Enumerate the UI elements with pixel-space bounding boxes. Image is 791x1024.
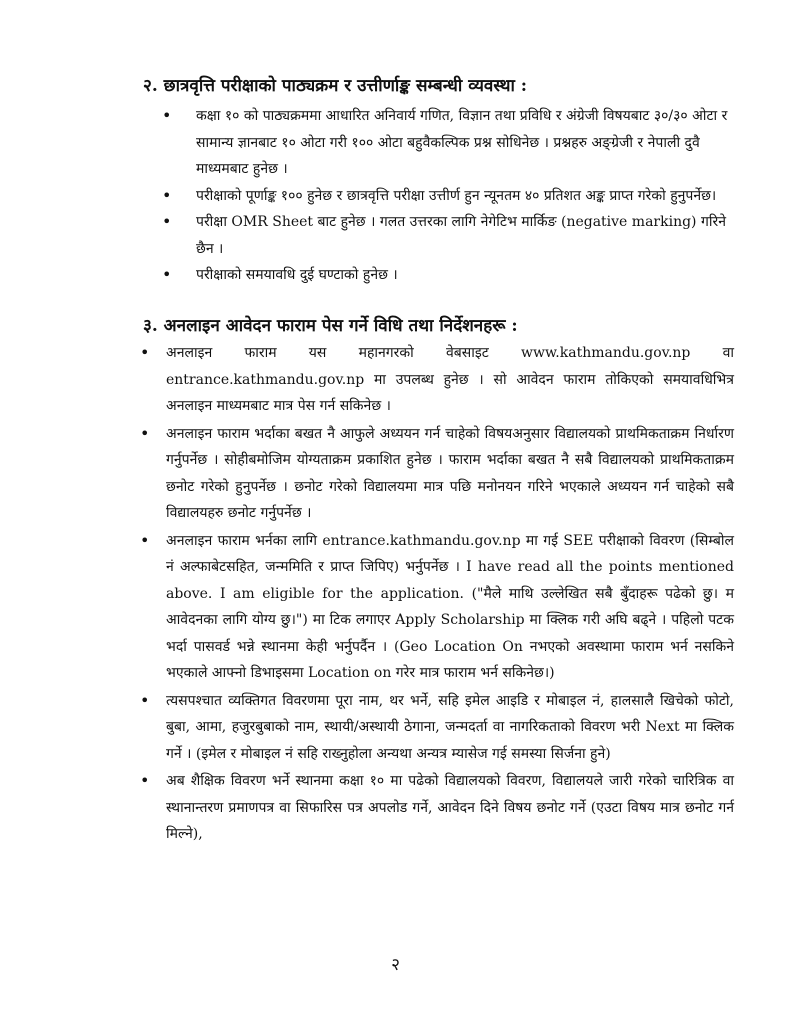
- list-item: • अब शैक्षिक विवरण भर्ने स्थानमा कक्षा १० मा पढेको विद्यालयको विवरण, विद्यालयले जारी गरेको चारित्रिक वा स्थानान्तरण प्रमाणपत्र वा सिफारिस पत्र अपलोड गर्ने, आवेदन दिने विषय छनोट गर्ने (एउटा विषय मात्र छनोट गर्न मिल्ने),: [166, 768, 734, 848]
- section-2-list: [162, 103, 736, 289]
- page-number: २: [391, 955, 400, 975]
- list-item: • अनलाइन फाराम यस महानगरको वेबसाइट www.kathmandu.gov.np वा entrance.kathmandu.gov.np मा उपलब्ध हुनेछ । सो आवेदन फाराम तोकिएको समयावधिभित्र अनलाइन माध्यमबाट मात्र पेस गर्न सकिनेछ ।: [166, 340, 734, 420]
- bullet-icon: •: [140, 771, 150, 790]
- bullet-icon: •: [140, 690, 150, 710]
- bullet-icon: •: [140, 530, 150, 550]
- list-item: • अनलाइन फाराम भर्नका लागि entrance.kathmandu.gov.np मा गई SEE परीक्षाको विवरण (सिम्बोल नं अल्फाबेटसहित, जन्ममिति र प्राप्त जिपिए) भर्नुपर्नेछ । I have read all the points mentioned above. I am eligible for the application. ("मैले माथि उल्लेखित सबै बुँदाहरू पढेको छु। म आवेदनका लागि योग्य छु।") मा टिक लगाएर Apply Scholarship मा क्लिक गरी अघि बढ्ने । पहिलो पटक भर्दा पासवर्ड भन्ने स्थानमा केही भर्नुपर्दैन । (Geo Location On नभएको अवस्थामा फाराम भर्न नसकिने भएकाले आफ्नो डिभाइसमा Location on गरेर मात्र फाराम भर्न सकिनेछ।): [166, 528, 734, 687]
- bullet-icon: •: [140, 343, 150, 362]
- bullet-icon: •: [162, 212, 172, 231]
- list-item: • अनलाइन फाराम भर्दाका बखत नै आफुले अध्ययन गर्न चाहेको विषयअनुसार विद्यालयको प्राथमिकताक्रम निर्धारण गर्नुपर्नेछ । सोहीबमोजिम योग्यताक्रम प्रकाशित हुनेछ । फाराम भर्दाका बखत नै सबै विद्यालयको प्राथमिकताक्रम छनोट गरेको हुनुपर्नेछ । छनोट गरेको विद्यालयमा मात्र पछि मनोनयन गरिने भएकाले अध्ययन गर्न चाहेको सबै विद्यालयहरु छनोट गर्नुपर्नेछ ।: [166, 421, 734, 527]
- section-3-heading: ३. अनलाइन आवेदन फाराम पेस गर्ने विधि तथा निर्देशनहरू :: [143, 316, 518, 336]
- bullet-icon: •: [162, 106, 172, 125]
- list-item: • परीक्षाको समयावधि दुई घण्टाको हुनेछ ।: [196, 262, 736, 289]
- bullet-icon: •: [162, 265, 172, 284]
- list-item: • त्यसपश्चात व्यक्तिगत विवरणमा पूरा नाम, थर भर्ने, सहि इमेल आइडि र मोबाइल नं, हालसालै खिचेको फोटो, बुबा, आमा, हजुरबुबाको नाम, स्थायी/अस्थायी ठेगाना, जन्मदर्ता वा नागरिकताको विवरण भरी Next मा क्लिक गर्ने । (इमेल र मोबाइल नं सहि राख्नुहोला अन्यथा अन्यत्र म्यासेज गई समस्या सिर्जना हुने): [166, 688, 734, 768]
- section-2-heading: २. छात्रवृत्ति परीक्षाको पाठ्यक्रम र उत्तीर्णाङ्क सम्बन्धी व्यवस्था :: [143, 76, 528, 96]
- bullet-icon: •: [140, 423, 150, 443]
- bullet-icon: •: [162, 185, 172, 205]
- list-item: • परीक्षाको पूर्णाङ्क १०० हुनेछ र छात्रवृत्ति परीक्षा उत्तीर्ण हुन न्यूनतम ४० प्रतिशत अङ्क प्राप्त गरेको हुनुपर्नेछ।: [196, 183, 736, 210]
- list-item: • परीक्षा OMR Sheet बाट हुनेछ । गलत उत्तरका लागि नेगेटिभ मार्किङ (negative marking) गरिने छैन ।: [196, 209, 736, 262]
- section-3-list: [140, 340, 734, 849]
- list-item: • कक्षा १० को पाठ्यक्रममा आधारित अनिवार्य गणित, विज्ञान तथा प्रविधि र अंग्रेजी विषयबाट ३०/३० ओटा र सामान्य ज्ञानबाट १० ओटा गरी १०० ओटा बहुवैकल्पिक प्रश्न सोधिनेछ । प्रश्नहरु अङ्ग्रेजी र नेपाली दुवै माध्यमबाट हुनेछ ।: [196, 103, 736, 183]
